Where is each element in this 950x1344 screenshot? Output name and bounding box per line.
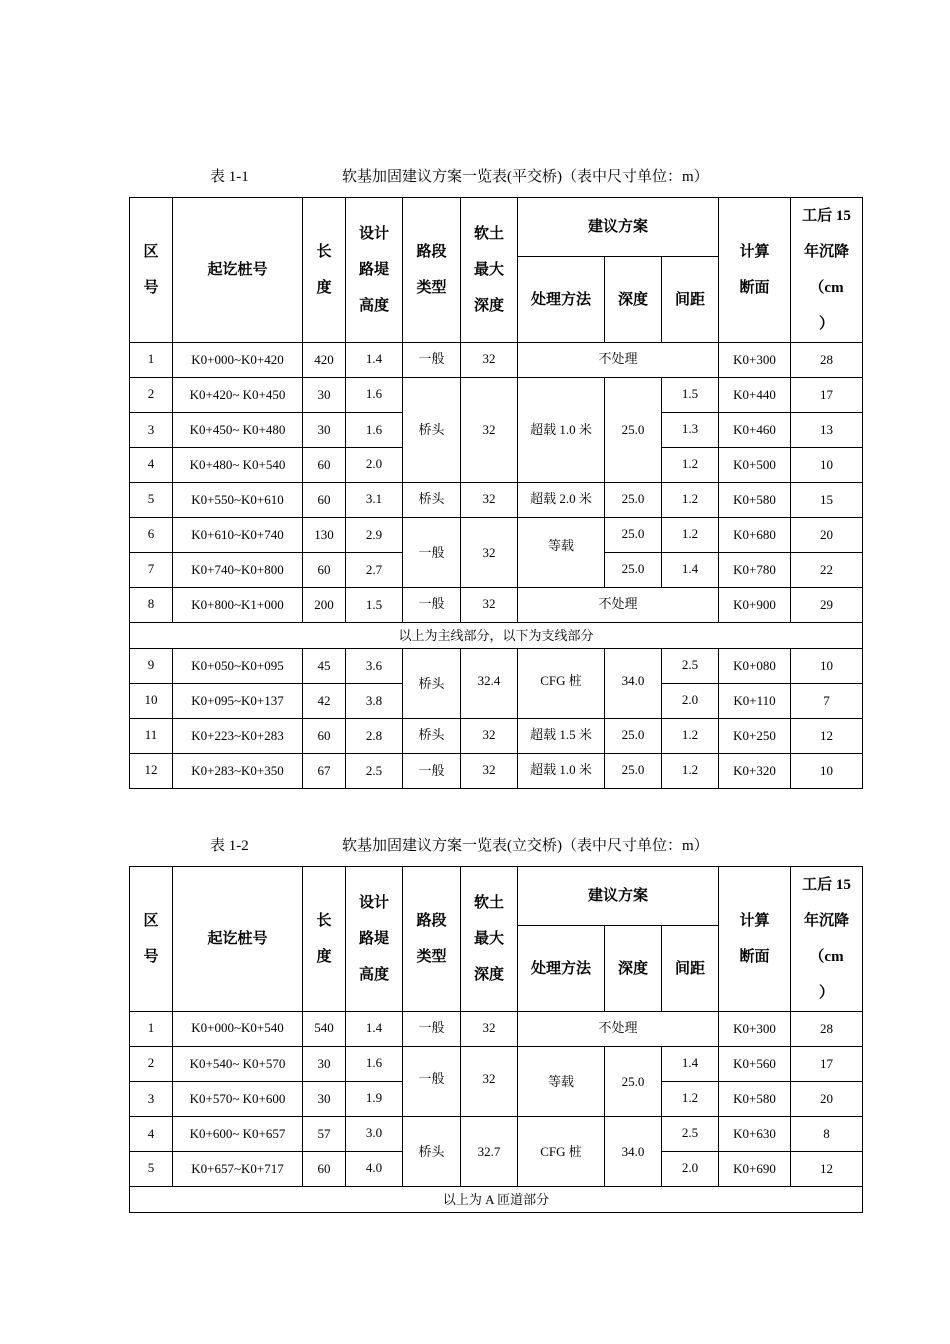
cell-depth: 32.4	[461, 649, 518, 719]
cell-no: 9	[130, 649, 173, 684]
table-row	[130, 378, 863, 413]
cell-height: 1.4	[346, 1012, 403, 1047]
cell-settlement: 7	[791, 684, 863, 719]
cell-section: K0+300	[719, 343, 791, 378]
cell-method: 超载 1.0 米	[518, 754, 605, 789]
table-note: 以上为主线部分，以下为支线部分	[130, 623, 863, 649]
cell-settlement: 10	[791, 448, 863, 483]
cell-height: 1.6	[346, 1047, 403, 1082]
cell-no: 6	[130, 518, 173, 553]
table-number: 表 1-1	[210, 169, 249, 185]
cell-method-depth: 25.0	[605, 378, 662, 483]
cell-depth: 32	[461, 483, 518, 518]
cell-length: 200	[303, 588, 346, 623]
cell-stake: K0+223~K0+283	[173, 719, 303, 754]
cell-stake: K0+657~K0+717	[173, 1152, 303, 1187]
cell-method: CFG 桩	[518, 1117, 605, 1187]
note-row	[130, 623, 863, 649]
cell-spacing: 1.3	[662, 413, 719, 448]
cell-stake: K0+000~K0+540	[173, 1012, 303, 1047]
cell-type: 桥头	[403, 483, 461, 518]
cell-spacing: 2.0	[662, 684, 719, 719]
cell-stake: K0+800~K1+000	[173, 588, 303, 623]
cell-stake: K0+540~ K0+570	[173, 1047, 303, 1082]
cell-spacing: 1.2	[662, 1082, 719, 1117]
cell-height: 4.0	[346, 1152, 403, 1187]
cell-spacing: 1.4	[662, 1047, 719, 1082]
table-row	[130, 1012, 863, 1047]
cell-spacing: 1.2	[662, 448, 719, 483]
cell-height: 3.8	[346, 684, 403, 719]
cell-no: 5	[130, 483, 173, 518]
cell-stake: K0+610~K0+740	[173, 518, 303, 553]
header-design-height: 设计 路堤 高度	[346, 198, 403, 343]
cell-no: 3	[130, 1082, 173, 1117]
table-note: 以上为 A 匝道部分	[130, 1187, 863, 1213]
cell-depth: 32	[461, 343, 518, 378]
table-row	[130, 483, 863, 518]
cell-type: 桥头	[403, 719, 461, 754]
header-length: 长 度	[303, 198, 346, 343]
cell-method: 超载 1.0 米	[518, 378, 605, 483]
cell-depth: 32	[461, 378, 518, 483]
cell-section: K0+460	[719, 413, 791, 448]
cell-type: 一般	[403, 518, 461, 588]
cell-stake: K0+480~ K0+540	[173, 448, 303, 483]
cell-length: 30	[303, 1047, 346, 1082]
cell-type: 一般	[403, 1012, 461, 1047]
cell-settlement: 20	[791, 1082, 863, 1117]
cell-no: 2	[130, 378, 173, 413]
header-calc-section: 计算 断面	[719, 867, 791, 1012]
cell-method-depth: 25.0	[605, 719, 662, 754]
header-settlement: 工后 15 年沉降 （cm ）	[791, 198, 863, 343]
cell-settlement: 13	[791, 413, 863, 448]
cell-no: 11	[130, 719, 173, 754]
cell-section: K0+900	[719, 588, 791, 623]
cell-length: 30	[303, 1082, 346, 1117]
cell-no: 2	[130, 1047, 173, 1082]
cell-length: 30	[303, 378, 346, 413]
cell-method: CFG 桩	[518, 649, 605, 719]
cell-settlement: 10	[791, 754, 863, 789]
header-soft-depth: 软土 最大 深度	[461, 198, 518, 343]
cell-section: K0+580	[719, 1082, 791, 1117]
cell-method: 等载	[518, 1047, 605, 1117]
cell-height: 2.5	[346, 754, 403, 789]
header-spacing: 间距	[662, 257, 719, 343]
cell-stake: K0+450~ K0+480	[173, 413, 303, 448]
cell-spacing: 1.2	[662, 483, 719, 518]
cell-height: 1.4	[346, 343, 403, 378]
cell-stake: K0+000~K0+420	[173, 343, 303, 378]
cell-section: K0+250	[719, 719, 791, 754]
cell-length: 60	[303, 483, 346, 518]
cell-no: 4	[130, 448, 173, 483]
cell-length: 42	[303, 684, 346, 719]
header-depth: 深度	[605, 926, 662, 1012]
cell-method-depth: 25.0	[605, 518, 662, 553]
cell-type: 一般	[403, 754, 461, 789]
cell-no: 1	[130, 343, 173, 378]
table-2-caption	[210, 834, 709, 855]
header-method: 处理方法	[518, 257, 605, 343]
cell-method-depth: 34.0	[605, 649, 662, 719]
cell-settlement: 15	[791, 483, 863, 518]
cell-settlement: 17	[791, 1047, 863, 1082]
cell-method-depth: 25.0	[605, 754, 662, 789]
cell-section: K0+440	[719, 378, 791, 413]
note-row	[130, 1187, 863, 1213]
cell-height: 1.9	[346, 1082, 403, 1117]
cell-stake: K0+283~K0+350	[173, 754, 303, 789]
cell-method-depth: 25.0	[605, 483, 662, 518]
cell-spacing: 2.0	[662, 1152, 719, 1187]
cell-settlement: 17	[791, 378, 863, 413]
cell-method: 超载 1.5 米	[518, 719, 605, 754]
cell-height: 2.0	[346, 448, 403, 483]
cell-section: K0+080	[719, 649, 791, 684]
cell-spacing: 1.4	[662, 553, 719, 588]
cell-height: 1.5	[346, 588, 403, 623]
table-row	[130, 1117, 863, 1152]
cell-length: 60	[303, 553, 346, 588]
table-2	[129, 866, 863, 1213]
cell-type: 一般	[403, 588, 461, 623]
cell-depth: 32	[461, 518, 518, 588]
cell-section: K0+500	[719, 448, 791, 483]
header-qu-hao: 区 号	[130, 867, 173, 1012]
cell-type: 桥头	[403, 378, 461, 483]
cell-height: 1.6	[346, 413, 403, 448]
cell-no: 4	[130, 1117, 173, 1152]
cell-method: 不处理	[518, 588, 719, 623]
header-section-type: 路段 类型	[403, 198, 461, 343]
cell-section: K0+580	[719, 483, 791, 518]
cell-length: 130	[303, 518, 346, 553]
header-section-type: 路段 类型	[403, 867, 461, 1012]
cell-length: 30	[303, 413, 346, 448]
cell-settlement: 22	[791, 553, 863, 588]
cell-spacing: 2.5	[662, 649, 719, 684]
cell-type: 一般	[403, 1047, 461, 1117]
cell-method-depth: 25.0	[605, 1047, 662, 1117]
cell-stake: K0+570~ K0+600	[173, 1082, 303, 1117]
cell-no: 12	[130, 754, 173, 789]
cell-method: 超载 2.0 米	[518, 483, 605, 518]
cell-stake: K0+740~K0+800	[173, 553, 303, 588]
table-row	[130, 754, 863, 789]
cell-section: K0+780	[719, 553, 791, 588]
cell-section: K0+110	[719, 684, 791, 719]
table-row	[130, 588, 863, 623]
cell-length: 60	[303, 1152, 346, 1187]
header-design-height: 设计 路堤 高度	[346, 867, 403, 1012]
cell-height: 2.8	[346, 719, 403, 754]
cell-length: 540	[303, 1012, 346, 1047]
cell-height: 3.1	[346, 483, 403, 518]
cell-length: 67	[303, 754, 346, 789]
header-soft-depth: 软土 最大 深度	[461, 867, 518, 1012]
cell-type: 桥头	[403, 649, 461, 719]
cell-height: 2.7	[346, 553, 403, 588]
cell-section: K0+690	[719, 1152, 791, 1187]
header-proposal: 建议方案	[518, 198, 719, 257]
cell-section: K0+320	[719, 754, 791, 789]
cell-depth: 32	[461, 588, 518, 623]
header-row	[130, 867, 863, 926]
header-settlement: 工后 15 年沉降 （cm ）	[791, 867, 863, 1012]
cell-height: 2.9	[346, 518, 403, 553]
table-row	[130, 719, 863, 754]
cell-settlement: 20	[791, 518, 863, 553]
cell-no: 5	[130, 1152, 173, 1187]
cell-section: K0+680	[719, 518, 791, 553]
header-stake: 起讫桩号	[173, 198, 303, 343]
cell-height: 3.0	[346, 1117, 403, 1152]
cell-stake: K0+050~K0+095	[173, 649, 303, 684]
cell-depth: 32	[461, 754, 518, 789]
cell-no: 3	[130, 413, 173, 448]
table-1	[129, 197, 863, 789]
table-1-caption	[210, 165, 709, 186]
cell-length: 45	[303, 649, 346, 684]
cell-stake: K0+550~K0+610	[173, 483, 303, 518]
table-row	[130, 518, 863, 553]
cell-depth: 32	[461, 719, 518, 754]
cell-method-depth: 34.0	[605, 1117, 662, 1187]
cell-method: 等载	[518, 518, 605, 588]
header-calc-section: 计算 断面	[719, 198, 791, 343]
cell-section: K0+630	[719, 1117, 791, 1152]
cell-method: 不处理	[518, 343, 719, 378]
cell-spacing: 1.2	[662, 754, 719, 789]
cell-depth: 32	[461, 1012, 518, 1047]
header-spacing: 间距	[662, 926, 719, 1012]
cell-height: 1.6	[346, 378, 403, 413]
cell-settlement: 29	[791, 588, 863, 623]
cell-settlement: 28	[791, 1012, 863, 1047]
cell-method: 不处理	[518, 1012, 719, 1047]
table-row	[130, 649, 863, 684]
cell-spacing: 2.5	[662, 1117, 719, 1152]
table-row	[130, 1047, 863, 1082]
header-qu-hao: 区 号	[130, 198, 173, 343]
cell-length: 60	[303, 719, 346, 754]
table-number: 表 1-2	[210, 838, 249, 854]
cell-length: 60	[303, 448, 346, 483]
cell-method-depth: 25.0	[605, 553, 662, 588]
table-title: 软基加固建议方案一览表(平交桥)（表中尺寸单位：m）	[342, 169, 709, 185]
header-stake: 起讫桩号	[173, 867, 303, 1012]
header-row	[130, 198, 863, 257]
cell-stake: K0+095~K0+137	[173, 684, 303, 719]
cell-settlement: 8	[791, 1117, 863, 1152]
cell-depth: 32	[461, 1047, 518, 1117]
cell-height: 3.6	[346, 649, 403, 684]
cell-settlement: 10	[791, 649, 863, 684]
header-depth: 深度	[605, 257, 662, 343]
cell-length: 57	[303, 1117, 346, 1152]
cell-settlement: 28	[791, 343, 863, 378]
cell-spacing: 1.2	[662, 719, 719, 754]
cell-stake: K0+420~ K0+450	[173, 378, 303, 413]
cell-stake: K0+600~ K0+657	[173, 1117, 303, 1152]
header-length: 长 度	[303, 867, 346, 1012]
cell-settlement: 12	[791, 719, 863, 754]
cell-no: 10	[130, 684, 173, 719]
cell-no: 7	[130, 553, 173, 588]
cell-spacing: 1.2	[662, 518, 719, 553]
cell-type: 一般	[403, 343, 461, 378]
cell-depth: 32.7	[461, 1117, 518, 1187]
cell-settlement: 12	[791, 1152, 863, 1187]
cell-length: 420	[303, 343, 346, 378]
cell-no: 1	[130, 1012, 173, 1047]
cell-spacing: 1.5	[662, 378, 719, 413]
table-title: 软基加固建议方案一览表(立交桥)（表中尺寸单位：m）	[342, 838, 709, 854]
header-proposal: 建议方案	[518, 867, 719, 926]
cell-type: 桥头	[403, 1117, 461, 1187]
cell-no: 8	[130, 588, 173, 623]
table-row	[130, 343, 863, 378]
header-method: 处理方法	[518, 926, 605, 1012]
cell-section: K0+560	[719, 1047, 791, 1082]
cell-section: K0+300	[719, 1012, 791, 1047]
